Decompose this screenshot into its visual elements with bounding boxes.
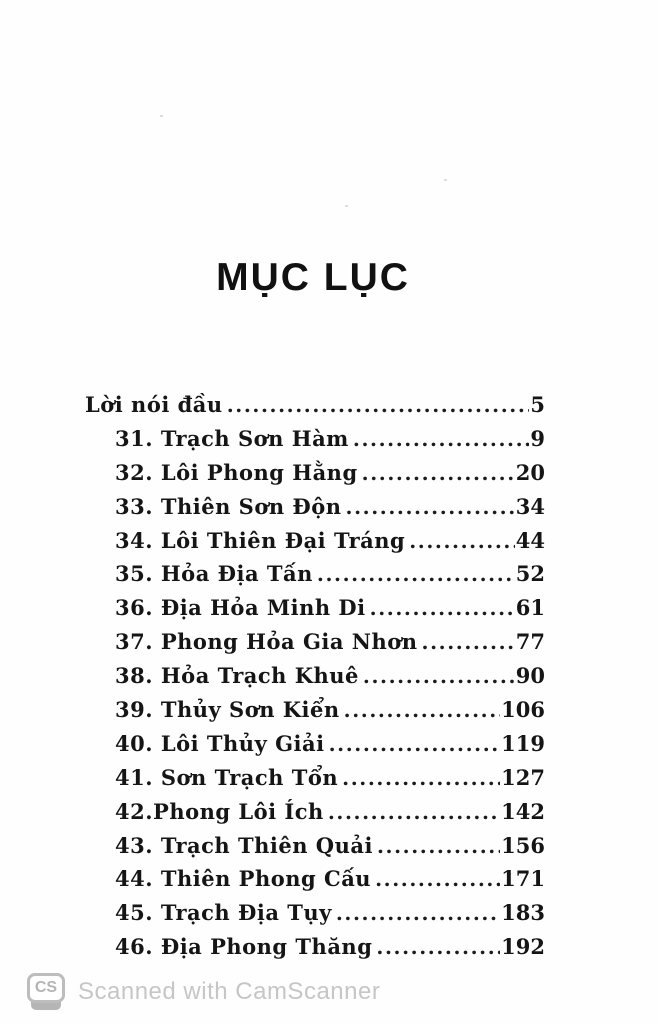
dot-leader: [409, 529, 515, 553]
toc-entry-label: 32. Lôi Phong Hằng: [115, 459, 358, 485]
toc-entry: [85, 866, 545, 900]
toc-entry-page: 119: [501, 730, 545, 756]
toc-list: [85, 384, 545, 968]
toc-entry: [85, 663, 545, 697]
scan-speck: [444, 179, 447, 181]
dot-leader: [227, 393, 530, 417]
toc-entry-label: Lời nói đầu: [85, 392, 223, 417]
scan-speck: [345, 205, 348, 207]
toc-entry: [85, 595, 545, 629]
toc-entry: [85, 460, 545, 494]
toc-entry-page: 127: [501, 764, 545, 790]
dot-leader: [344, 698, 501, 722]
dot-leader: [328, 800, 500, 824]
toc-entry-page: 142: [501, 798, 545, 824]
toc-entry-page: 90: [515, 663, 545, 689]
dot-leader: [353, 427, 529, 451]
dot-leader: [346, 495, 515, 519]
toc-entry: [85, 528, 545, 562]
toc-entry-label: 35. Hỏa Địa Tấn: [115, 561, 313, 587]
toc-entry: [85, 934, 545, 968]
dot-leader: [342, 766, 500, 790]
toc-entry-label: 36. Địa Hỏa Minh Di: [115, 595, 366, 621]
dot-leader: [370, 596, 515, 620]
toc-entry-page: 77: [515, 629, 545, 655]
toc-entry-label: 46. Địa Phong Thăng: [115, 934, 373, 960]
toc-entry-label: 40. Lôi Thủy Giải: [115, 730, 325, 756]
camscanner-icon-label: CS: [27, 973, 65, 1003]
toc-entry: [85, 799, 545, 833]
toc-entry-label: 45. Trạch Địa Tụy: [115, 900, 332, 926]
toc-entry-label: 31. Trạch Sơn Hàm: [115, 425, 349, 451]
dot-leader: [329, 732, 501, 756]
toc-entry: [85, 900, 545, 934]
toc-entry: [85, 833, 545, 867]
toc-entry-label: 34. Lôi Thiên Đại Tráng: [115, 527, 406, 553]
dot-leader: [376, 935, 500, 959]
toc-entry-page: 192: [501, 934, 545, 960]
toc-entry: [85, 494, 545, 528]
toc-entry-page: 106: [501, 697, 545, 723]
toc-entry-page: 9: [530, 425, 545, 451]
watermark-text: Scanned with CamScanner: [78, 977, 381, 1005]
toc-entry-page: 5: [530, 392, 545, 417]
dot-leader: [363, 664, 515, 688]
toc-entry-page: 34: [515, 493, 545, 519]
dot-leader: [336, 901, 500, 925]
toc-entry: [85, 765, 545, 799]
camscanner-watermark: [27, 973, 380, 1010]
toc-entry-page: 44: [515, 527, 545, 553]
dot-leader: [362, 461, 515, 485]
toc-entry-page: 171: [501, 866, 545, 892]
scan-speck: [160, 115, 163, 117]
toc-entry-label: 38. Hỏa Trạch Khuê: [115, 663, 359, 689]
dot-leader: [375, 867, 500, 891]
toc-entry-page: 183: [501, 900, 545, 926]
toc-entry: [85, 426, 545, 460]
toc-entry: [85, 561, 545, 595]
toc-entry-label: 43. Trạch Thiên Quải: [115, 832, 373, 858]
dot-leader: [317, 562, 515, 586]
toc-entry-page: 20: [515, 459, 545, 485]
toc-entry: [85, 697, 545, 731]
camscanner-icon: [27, 973, 65, 1010]
toc-entry: [85, 629, 545, 663]
toc-entry-label: 33. Thiên Sơn Độn: [115, 493, 342, 519]
toc-entry: [85, 731, 545, 765]
toc-entry-page: 61: [515, 595, 545, 621]
toc-entry-page: 156: [501, 832, 545, 858]
toc-entry-label: 44. Thiên Phong Cấu: [115, 866, 372, 892]
toc-entry: [85, 392, 545, 426]
toc-entry-label: 42.Phong Lôi Ích: [115, 798, 324, 824]
page-title: MỤC LỤC: [216, 256, 410, 300]
toc-entry-label: 39. Thủy Sơn Kiển: [115, 697, 340, 723]
toc-entry-label: 37. Phong Hỏa Gia Nhơn: [115, 629, 418, 655]
toc-entry-page: 52: [515, 561, 545, 587]
dot-leader: [422, 630, 515, 654]
toc-entry-label: 41. Sơn Trạch Tổn: [115, 764, 339, 790]
dot-leader: [377, 834, 500, 858]
